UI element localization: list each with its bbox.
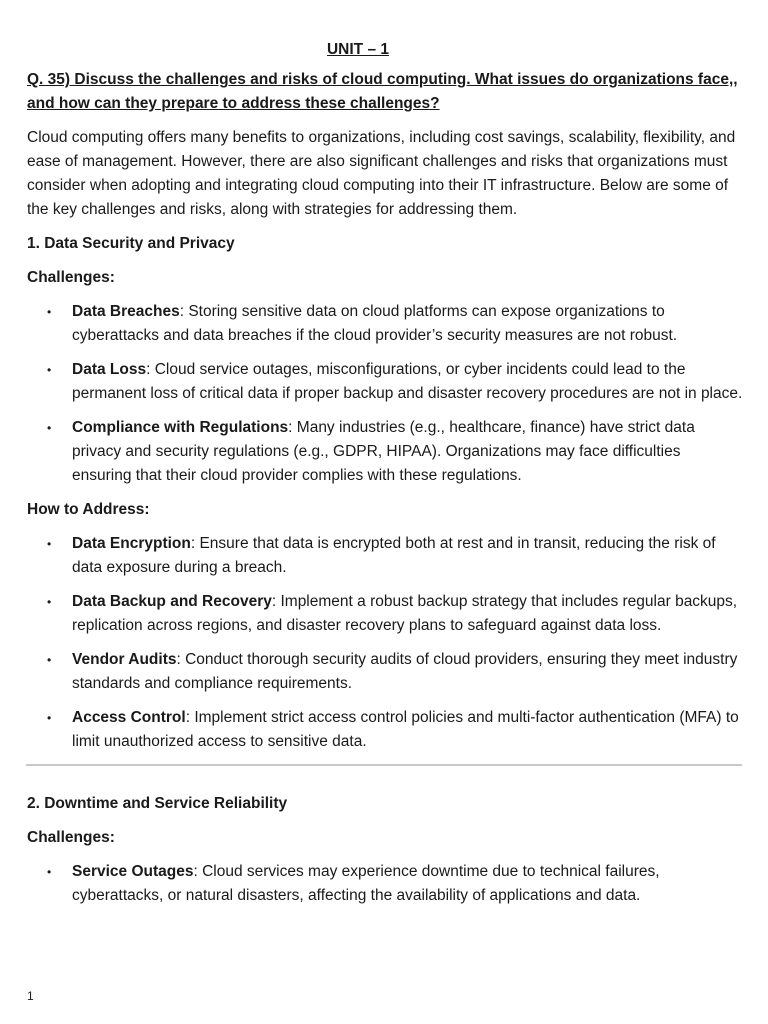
bullet: • [47, 421, 52, 435]
list-item-term: Access Control [72, 709, 186, 726]
bullet: • [47, 305, 52, 319]
list-item-term: Service Outages [72, 863, 194, 880]
list-item-text: : Implement a robust backup strategy that includes regular backups, replication across regions, and disaster recovery plans to safeguard against data loss. [72, 593, 738, 634]
list-item [27, 706, 743, 754]
section-2-challenges-list [27, 860, 743, 908]
list-item-text: : Ensure that data is encrypted both at rest and in transit, reducing the risk of data exposure during a breach. [72, 535, 716, 576]
section-1-address-label: How to Address: [27, 501, 150, 518]
document-page [27, 38, 743, 918]
bullet: • [47, 595, 52, 609]
section-1-address-list [27, 532, 743, 754]
list-item [27, 648, 743, 696]
page-number: 1 [27, 989, 34, 1003]
intro-paragraph: Cloud computing offers many benefits to organizations, including cost savings, scalability, flexibility, and ease of management. However, there are also significant challenges and risks that organizations must consider when adopting and integrating cloud computing into their IT infrastructure. Below are some of the key challenges and risks, along with strategies for addressing them. [27, 129, 736, 218]
list-item-term: Compliance with Regulations [72, 419, 289, 436]
bullet: • [47, 865, 52, 879]
list-item-text: : Cloud services may experience downtime due to technical failures, cyberattacks, or natural disasters, affecting the availability of applications and data. [72, 863, 660, 904]
list-item-text: : Storing sensitive data on cloud platforms can expose organizations to cyberattacks and data breaches if the cloud provider’s security measures are not robust. [72, 303, 678, 344]
list-item-term: Data Breaches [72, 303, 180, 320]
bullet: • [47, 537, 52, 551]
list-item [27, 860, 743, 908]
list-item-term: Data Backup and Recovery [72, 593, 272, 610]
bullet: • [47, 711, 52, 725]
list-item [27, 590, 743, 638]
list-item [27, 416, 743, 488]
list-item [27, 300, 743, 348]
list-item-text: : Implement strict access control policies and multi-factor authentication (MFA) to limit unauthorized access to sensitive data. [72, 709, 739, 750]
list-item-term: Data Loss [72, 361, 147, 378]
list-item [27, 358, 743, 406]
section-1-challenges-label: Challenges: [27, 269, 115, 286]
section-1-title: 1. Data Security and Privacy [27, 235, 235, 252]
question-heading: Q. 35) Discuss the challenges and risks of cloud computing. What issues do organizations face,, and how can they prepare to address these challenges? [27, 71, 738, 112]
list-item [27, 532, 743, 580]
list-item-term: Vendor Audits [72, 651, 177, 668]
list-item-text: : Conduct thorough security audits of cloud providers, ensuring they meet industry standards and compliance requirements. [72, 651, 738, 692]
list-item-text: : Many industries (e.g., healthcare, finance) have strict data privacy and security regulations (e.g., GDPR, HIPAA). Organizations may face difficulties ensuring that their cloud provider complies with these regulations. [72, 419, 695, 484]
bullet: • [47, 653, 52, 667]
bullet: • [47, 363, 52, 377]
section-divider [26, 764, 742, 766]
section-1-challenges-list [27, 300, 743, 488]
section-2-challenges-label: Challenges: [27, 829, 115, 846]
list-item-text: : Cloud service outages, misconfigurations, or cyber incidents could lead to the permanent loss of critical data if proper backup and disaster recovery procedures are not in place. [72, 361, 743, 402]
unit-title: UNIT – 1 [326, 41, 389, 58]
section-2-title: 2. Downtime and Service Reliability [27, 795, 288, 812]
list-item-term: Data Encryption [72, 535, 191, 552]
